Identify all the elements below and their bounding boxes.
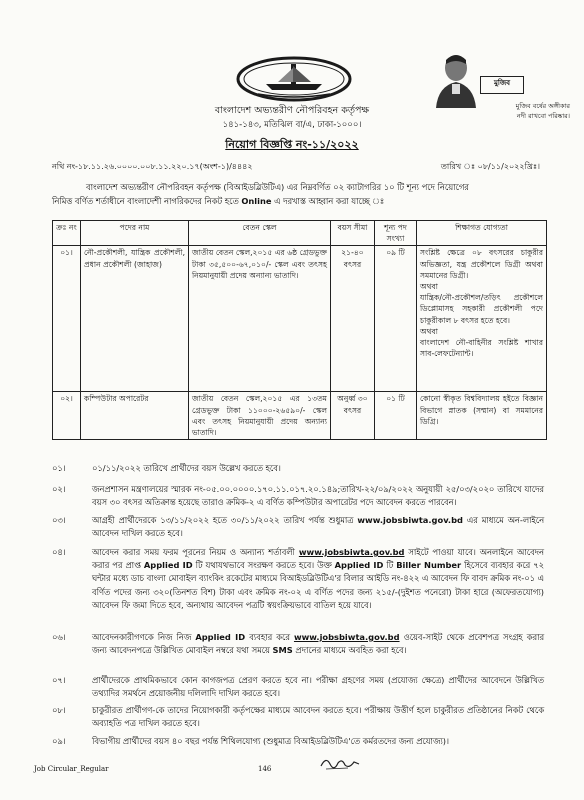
condition-04-text-c: টি যথাযথভাবে সংরক্ষণ করতে হবে। উক্ত [195,560,332,571]
jobsbiwta-link[interactable]: www.jobsbiwta.gov.bd [293,632,400,642]
applied-id-term: Applied ID [195,632,246,642]
condition-03-text-a: আগ্রহী প্রার্থীদেরকে ১৩/১১/২০২২ হতে ৩০/১১/২০২২ তারিখ পর্যন্ত শুধুমাত্র [92,515,354,525]
condition-06-text-b: ব্যবহার করে [249,632,290,642]
row-scale: জাতীয় বেতন স্কেল,২০১৫ এর ১৩তম গ্রেডভুক্ত টাকা ১১০০০-২৬৫৯০/- স্কেল এবং তৎসহ নিয়মানুযায়ী প্রদেয় অন্যান্য ভাতাদি। [189,392,331,440]
intro-text-b: এ দরখাস্ত আহ্বান করা যাচ্ছে ঃ [274,196,385,206]
intro-text-a: নিমিত্ত বর্ণিত শর্তাধীনে বাংলাদেশী নাগরিকদের নিকট হতে [52,196,239,206]
intro-line-2 [52,195,546,209]
qualification-option-2: যান্ত্রিক/নৌ-প্রকৌশল/তড়িৎ প্রকৌশলে ডিপ্লোমাসহ সহকারী প্রকৌশলী পদে চাকুরীকাল ৮ বৎসর হতে হবে। [420,293,543,325]
condition-number: ০৩। [52,515,66,525]
table-row [53,246,547,392]
condition-03 [92,514,544,540]
circular-title: নিয়োগ বিজ্ঞপ্তি নং-১১/২০২২ [225,138,359,151]
applied-id-term: Applied ID [334,560,384,571]
condition-06-text-d: প্রদানের মাধ্যমে অবহিত করা হবে। [295,645,407,656]
header-scale: বেতন স্কেল [189,221,331,246]
condition-07: প্রার্থীদেরকে প্রাথমিকভাবে কোন কাগজপত্র প্রেরণ করতে হবে না। পরীক্ষা গ্রহণের সময় (প্রযোজ্য ক্ষেত্রে) প্রার্থীদের আবেদনে উল্লিখিত তথ্যাদির সমর্থনে প্রয়োজনীয় দলিলাদি দাখিল করতে হবে। [92,675,544,699]
footer-page-number: 146 [258,765,272,773]
qualification-or: অথবা [420,326,438,336]
organization-name: বাংলাদেশ অভ্যন্তরীণ নৌপরিবহন কর্তৃপক্ষ [214,105,370,116]
condition-number: ০১। [52,463,66,473]
mujib-year-badge [480,76,524,94]
vacancy-table [52,220,547,440]
header-age: বয়স সীমা [331,221,375,246]
condition-06-text-c: ওয়েব-সাইট থেকে প্রবেশপত্র সংগ্রহ করার জন্য আবেদনপত্রে উল্লিখিত মোবাইল নম্বরে যথা সময়ে [92,632,545,656]
condition-04-text-b: সাইটে পাওয়া যাবে। অনলাইনে আবেদন করার পর প্রাপ্ত [92,547,544,571]
condition-04 [92,546,544,612]
header-post: পদের নাম [81,221,189,246]
row-serial: ০১। [53,246,81,392]
applied-id-term: Applied ID [143,560,193,571]
biller-number-term: Biller Number [396,560,462,571]
sms-term: SMS [272,645,293,656]
condition-02: জনপ্রশাসন মন্ত্রণালয়ের স্মারক নং-০৫.০০.০০০০.১৭০.১১.০১৭.২০.১৪৯;তারিখ-২২/০৯/২০২২ অনুযায়ী ২৫/০৩/২০২০ তারিখে যাদের বয়স ৩০ বৎসর অতিক্রান্ত হয়েছে তারাও ক্রমিক-২ এ বর্ণিত কম্পিউটার অপারেটর পদে আবেদন করতে পারবেন। [92,484,544,508]
circular-date: তারিখ ঃ ০৮/১১/২০২২খ্রিঃ। [440,162,540,171]
header-serial: ক্রঃ নং [53,221,81,246]
row-vacancy: ০৯ টি [375,246,417,392]
row-vacancy: ০১ টি [375,392,417,440]
condition-06-text-a: আবেদনকারীগণকে নিজ নিজ [92,632,192,642]
qualification-option-1: সংশ্লিষ্ট ক্ষেত্রে ০৮ বৎসরের চাকুরীর অভিজ্ঞতা, যন্ত্র প্রকৌশলে ডিগ্রী অথবা সমমানের ডিগ্রী। [420,248,543,280]
signature-mark [318,754,362,772]
row-serial: ০২। [53,392,81,440]
organization-address: ১৪১-১৪৩, মতিঝিল বা/এ, ঢাকা-১০০০। [222,120,362,130]
badge-text: মুজিব [493,79,511,87]
condition-08: চাকুরীরত প্রার্থীগণ-কে তাদের নিয়োগকারী কর্তৃপক্ষের মাধ্যমে আবেদন করতে হবে। পরীক্ষায় উত্তীর্ণ হলে চাকুরীরত প্রতিষ্ঠানের নিকট থেকে অব্যাহতি পত্র দাখিল করতে হবে। [92,705,544,729]
row-age: ২১-৪০ বৎসর [331,246,375,392]
condition-03-text-b: এর মাধ্যমে অন-লাইনে আবেদন দাখিল করতে হবে। [92,515,545,539]
table-row [53,392,547,440]
slogan-line-2: নদী রাখবো পরিষ্কার। [516,112,570,120]
qualification-option-3: বাংলাদেশ নৌ-বাহিনীর সংশ্লিষ্ট শাখার সাব-লেফটেন্যান্ট। [420,338,543,359]
condition-06 [92,631,544,657]
biwta-logo [236,56,352,102]
condition-number: ০২। [52,484,66,494]
row-age: অনুর্ধ্ব ৩০ বৎসর [331,392,375,440]
row-qualification [417,246,547,392]
condition-number: ০৪। [52,547,66,557]
condition-number: ০৬। [52,632,66,642]
condition-number: ০৮। [52,705,66,715]
row-scale: জাতীয় বেতন স্কেল,২০১৫ এর ৬ষ্ঠ গ্রেডভুক্ত টাকা ৩৫,৫০০-৬৭,০১০/- স্কেল এবং তৎসহ নিয়মানুযায়ী প্রদেয় অন্যান্য ভাতাদি। [189,246,331,392]
slogan-line-1: মুজিব বর্ষের অঙ্গীকার [515,102,570,110]
condition-04-text-a: আবেদন করার সময় ফরম পূরনের নিয়ম ও অন্যান্য শর্তাবলী [92,547,295,557]
qualification-or: অথবা [420,282,438,292]
condition-number: ০৯। [52,736,66,746]
row-post: কম্পিউটার অপারেটর [81,392,189,440]
condition-04-text-e: হিসেবে ব্যবহার করে ৭২ ঘন্টার মধ্যে ডাচ বাংলা মোবাইল ব্যাংকিং রকেটের মাধ্যমে বিআইডব্লিউটিএ'র বিলার আইডি নং-৪২২ এ আবেদন ফি বাবদ ক্রমিক নং-০১ এ বর্ণিত পদের জন্য ৩২০(তিনশত বিশ) টাকা এবং ক্রমিক নং-০২ এ বর্ণিত পদের জন্য ২১৫/-(দুইশত পনেরো) টাকা হারে (অফেরতযোগ্য) আবেদন ফি জমা দিতে হবে, অন্যথায় আবেদন পত্রটি স্বয়ংক্রিয়ভাবে বাতিল হয়ে যাবে। [92,560,544,610]
header-qualification: শিক্ষাগত যোগ্যতা [417,221,547,246]
footer-file-name: Job Circular_Regular [34,765,109,773]
header-vacancy: শূন্য পদ সংখ্যা [375,221,417,246]
row-post: নৌ-প্রকৌশলী, যান্ত্রিক প্রকৌশলী, প্রধান প্রকৌশলী (জাহাজ) [81,246,189,392]
jobsbiwta-link[interactable]: www.jobsbiwta.gov.bd [357,515,463,525]
jobsbiwta-link[interactable]: www.jobsbiwta.gov.bd [298,547,405,557]
intro-line-1: বাংলাদেশ অভ্যন্তরীণ নৌপরিবহন কর্তৃপক্ষ (বিআইডব্লিউটিএ) এর নিম্নবর্ণিত ০২ ক্যাটাগরির ১০ টি শূন্য পদে নিয়োগের [86,182,469,192]
condition-04-text-d: টি [386,560,394,571]
condition-01: ০১/১১/২০২২ তারিখে প্রার্থীদের বয়স উল্লেখ করতে হবে। [92,463,281,473]
online-keyword: Online [241,196,272,206]
portrait-image [432,48,480,108]
table-header-row [53,221,547,246]
condition-number: ০৭। [52,675,66,685]
reference-number: নথি নং-১৮.১১.২৬.০০০০.০০৮.১১.২২০.১৭(অংশ-১)/৪৪৪২ [52,162,253,171]
row-qualification: কোনো স্বীকৃত বিশ্ববিদ্যালয় হইতে বিজ্ঞান বিভাগে স্নাতক (সম্মান) বা সমমানের ডিগ্রি। [417,392,547,440]
condition-09: বিভাগীয় প্রার্থীদের বয়স ৪০ বছর পর্যন্ত শিথিলযোগ্য (শুধুমাত্র বিআইডব্লিউটিএ'তে কর্মরতদের জন্য প্রযোজ্য)। [92,736,449,746]
